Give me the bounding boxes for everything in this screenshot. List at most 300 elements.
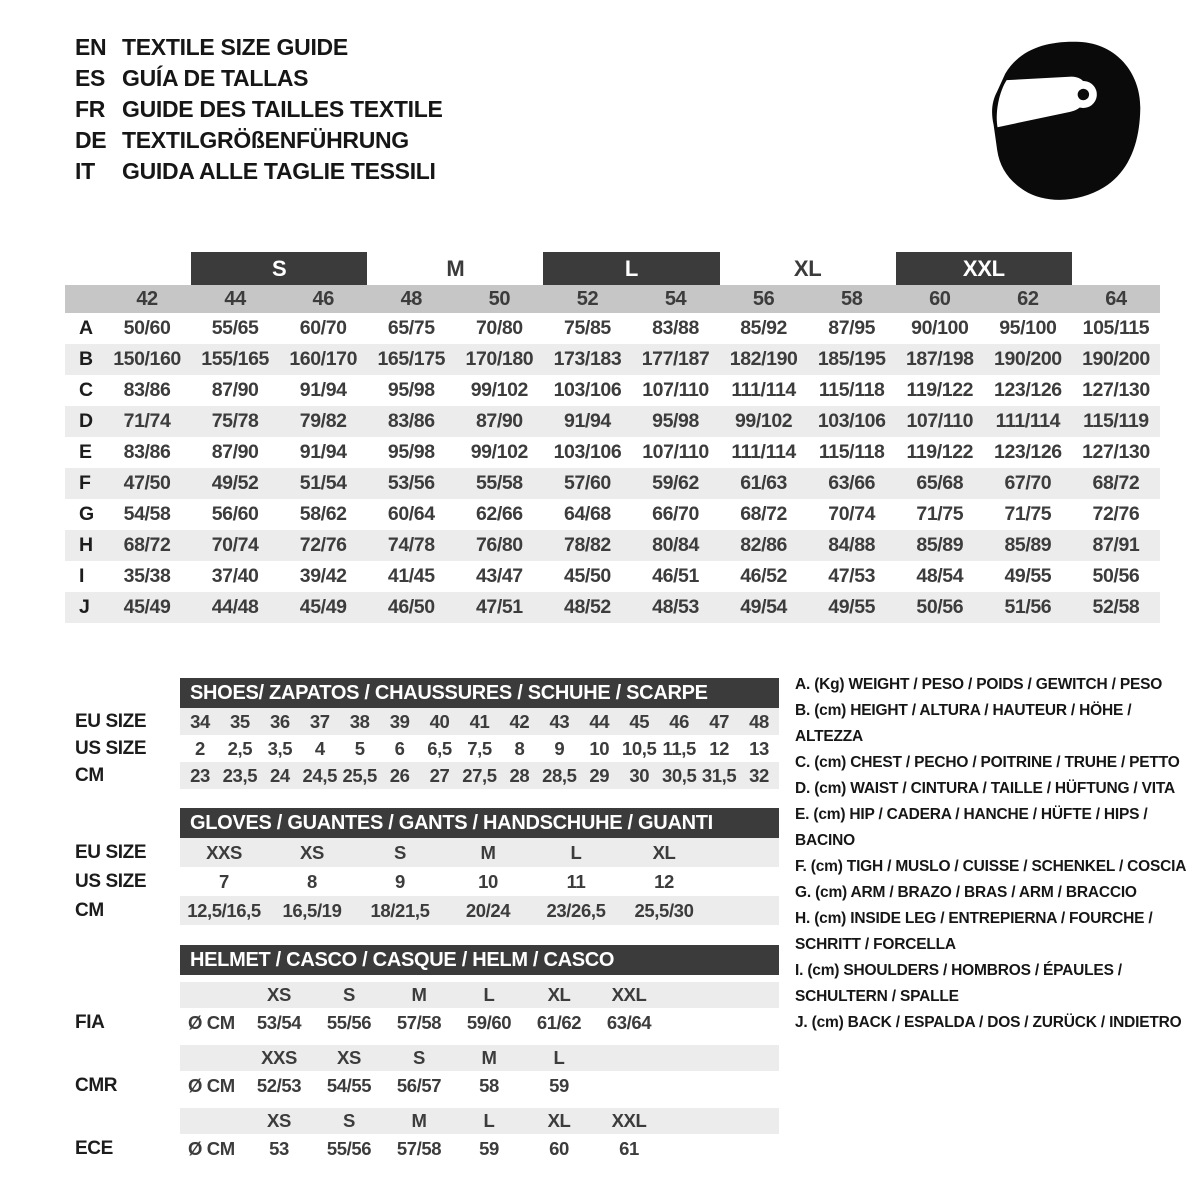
measurement-value: 187/198 — [905, 348, 974, 370]
legend-item: G. (cm) ARM / BRAZO / BRAS / ARM / BRACCIO — [795, 884, 1137, 901]
gloves-row-label: CM — [65, 896, 180, 925]
textile-size-table — [65, 252, 1160, 623]
measurement-value: 85/92 — [740, 317, 788, 339]
numeric-size-header-row — [65, 285, 1160, 313]
helmet-size-header-row — [65, 1045, 779, 1071]
measurement-value: 107/110 — [906, 410, 974, 432]
language-row — [75, 63, 443, 94]
helmet-size-label: XS — [314, 1045, 384, 1071]
measurement-value: 63/66 — [828, 472, 876, 494]
measurement-value: 87/90 — [211, 379, 259, 401]
legend-item: I. (cm) SHOULDERS / HOMBROS / ÉPAULES / SCHULTERN / SPALLE — [795, 962, 1122, 1005]
measurement-value: 99/102 — [734, 410, 793, 432]
measurement-value: 46/52 — [740, 565, 788, 587]
measurement-value: 170/180 — [465, 348, 534, 370]
measurement-value: 95/100 — [999, 317, 1057, 339]
measurement-value: 95/98 — [387, 441, 435, 463]
gloves-section-title: GLOVES / GUANTES / GANTS / HANDSCHUHE / GUANTI — [180, 808, 779, 838]
language-code: IT — [75, 158, 95, 184]
language-row — [75, 156, 443, 187]
measurement-value: 70/74 — [828, 503, 876, 525]
measurement-value: 50/56 — [916, 596, 964, 618]
helmet-size-label: L — [524, 1045, 594, 1071]
measurement-value: 48/54 — [916, 565, 964, 587]
measurement-value: 79/82 — [299, 410, 347, 432]
measurement-value: 41/45 — [387, 565, 435, 587]
measurement-value: 52/58 — [1092, 596, 1140, 618]
measurement-value: 35/38 — [123, 565, 171, 587]
measurement-value: 127/130 — [1082, 379, 1150, 401]
measurement-value: 46/51 — [652, 565, 699, 587]
numeric-size: 62 — [1017, 287, 1039, 310]
measurement-value: 115/118 — [818, 379, 885, 401]
measurement-value: 45/49 — [123, 596, 171, 618]
measurement-row — [65, 375, 1160, 406]
standard-label: ECE — [65, 1134, 180, 1164]
measurement-value: 123/126 — [994, 441, 1062, 463]
measurement-value: 83/86 — [387, 410, 435, 432]
shoes-value: 3,5 — [267, 737, 293, 759]
shoes-value: 42 — [499, 708, 539, 735]
measurement-value: 165/175 — [377, 348, 446, 370]
shoes-value: 24,5 — [300, 762, 340, 789]
shoes-value: 47 — [699, 708, 739, 735]
measurement-value: 62/66 — [475, 503, 523, 525]
helmet-size-label: S — [314, 982, 384, 1008]
measurement-value: 107/110 — [642, 379, 709, 401]
size-letter-header-row — [65, 252, 1160, 285]
diameter-unit-label: Ø CM — [188, 1138, 235, 1159]
size-group-xl: XL — [793, 255, 822, 281]
shoes-value: 10 — [589, 737, 610, 759]
measurement-value: 60/70 — [299, 317, 347, 339]
helmet-size-label: L — [454, 982, 524, 1008]
numeric-size: 54 — [664, 287, 687, 310]
language-title: GUÍA DE TALLAS — [122, 65, 309, 91]
measurement-value: 68/72 — [740, 503, 788, 525]
measurement-value: 85/89 — [916, 534, 964, 556]
shoes-value: 24 — [260, 762, 300, 789]
shoes-value: 32 — [739, 762, 779, 789]
measurement-value: 59/62 — [652, 472, 699, 494]
measurement-row-label: G — [79, 503, 94, 525]
shoes-value: 26 — [380, 762, 420, 789]
language-title: TEXTILE SIZE GUIDE — [122, 34, 348, 60]
measurement-row-label: E — [79, 441, 92, 463]
spacer-cell — [65, 982, 180, 1008]
size-row-label-spacer — [65, 285, 103, 313]
filler-cell — [664, 1071, 779, 1101]
measurement-value: 103/106 — [817, 410, 886, 432]
helmet-diameter-value — [594, 1071, 664, 1101]
helmet-size-label: XXL — [594, 1108, 664, 1134]
helmet-rows — [65, 982, 779, 1164]
measurement-value: 127/130 — [1082, 441, 1150, 463]
spacer-cell — [180, 1108, 244, 1134]
language-title: GUIDE DES TAILLES TEXTILE — [122, 96, 443, 122]
helmet-size-label: XL — [524, 1108, 594, 1134]
helmet-diameter-value: 55/56 — [326, 1012, 372, 1033]
measurement-value: 50/56 — [1092, 565, 1140, 587]
language-title: GUIDA ALLE TAGLIE TESSILI — [122, 158, 436, 184]
filler-cell — [664, 1008, 779, 1038]
size-group-s: S — [191, 252, 367, 285]
measurement-value: 64/68 — [564, 503, 611, 525]
measurement-row-label: I — [79, 565, 85, 587]
measurement-value: 84/88 — [828, 534, 876, 556]
helmet-size-header-row — [65, 1108, 779, 1134]
language-code: EN — [75, 34, 107, 60]
measurement-value: 45/50 — [564, 565, 611, 587]
shoes-value: 39 — [380, 708, 420, 735]
measurement-value: 39/42 — [299, 565, 347, 587]
helmet-icon — [980, 34, 1146, 206]
measurement-value: 71/75 — [1004, 503, 1052, 525]
shoes-row — [65, 708, 779, 735]
measurement-value: 48/53 — [652, 596, 699, 618]
spacer-cell — [180, 1045, 244, 1071]
filler-cell — [664, 1134, 779, 1164]
measurement-row — [65, 561, 1160, 592]
measurement-value: 95/98 — [652, 410, 699, 432]
gloves-value: 20/24 — [444, 896, 532, 925]
measurement-value: 43/47 — [475, 565, 523, 587]
measurement-value: 68/72 — [123, 534, 171, 556]
measurement-value: 72/76 — [299, 534, 347, 556]
shoes-value: 6 — [394, 737, 405, 759]
measurement-value: 190/200 — [994, 348, 1062, 370]
measurement-value: 47/53 — [828, 565, 876, 587]
helmet-diameter-value: 61 — [619, 1138, 639, 1159]
language-code: FR — [75, 96, 106, 122]
shoes-row-label: US SIZE — [65, 735, 180, 762]
gloves-size-section — [65, 808, 779, 925]
helmet-size-label: XS — [244, 982, 314, 1008]
helmet-diameter-value: 63/64 — [606, 1012, 652, 1033]
measurement-row — [65, 344, 1160, 375]
spacer-cell — [180, 982, 244, 1008]
numeric-size: 44 — [224, 287, 246, 310]
filler-cell — [708, 838, 779, 867]
gloves-value: 8 — [307, 870, 317, 892]
shoes-value: 43 — [539, 708, 579, 735]
measurement-row — [65, 313, 1160, 344]
shoes-value: 45 — [619, 708, 659, 735]
shoes-rows — [65, 708, 779, 789]
measurement-value: 78/82 — [564, 534, 611, 556]
shoes-value: 7,5 — [467, 737, 492, 759]
measurement-value: 87/90 — [211, 441, 259, 463]
gloves-value: 12,5/16,5 — [180, 896, 268, 925]
shoes-value: 13 — [749, 737, 769, 759]
shoes-section-title: SHOES/ ZAPATOS / CHAUSSURES / SCHUHE / SCARPE — [180, 678, 779, 708]
helmet-size-label: M — [384, 1108, 454, 1134]
gloves-value: XS — [268, 838, 356, 867]
measurement-value: 58/62 — [299, 503, 347, 525]
measurement-row — [65, 530, 1160, 561]
measurement-value: 67/70 — [1004, 472, 1052, 494]
gloves-row — [65, 867, 779, 896]
legend-item: B. (cm) HEIGHT / ALTURA / HAUTEUR / HÖHE / ALTEZZA — [795, 702, 1132, 745]
measurement-value: 51/56 — [1004, 596, 1052, 618]
measurement-value: 123/126 — [994, 379, 1062, 401]
shoes-value: 25,5 — [340, 762, 380, 789]
shoes-row — [65, 735, 779, 762]
language-code: ES — [75, 65, 106, 91]
standard-label: FIA — [65, 1008, 180, 1038]
measurement-value: 119/122 — [906, 441, 974, 463]
measurement-row — [65, 437, 1160, 468]
measurement-value: 87/95 — [828, 317, 876, 339]
legend-item: E. (cm) HIP / CADERA / HANCHE / HÜFTE / HIPS / BACINO — [795, 806, 1148, 849]
shoes-value: 9 — [554, 737, 565, 759]
measurement-value: 65/68 — [916, 472, 964, 494]
measurement-value: 185/195 — [817, 348, 886, 370]
measurement-value: 99/102 — [470, 379, 528, 401]
shoes-value: 8 — [514, 737, 525, 759]
measurement-value: 155/165 — [201, 348, 269, 370]
measurement-row-label: F — [79, 472, 91, 494]
numeric-size: 56 — [752, 287, 775, 310]
shoes-value: 12 — [709, 737, 729, 759]
helmet-diameter-value: 54/55 — [326, 1075, 372, 1096]
measurement-row-label: D — [79, 410, 93, 432]
size-group-m: M — [446, 255, 465, 281]
language-code: DE — [75, 127, 107, 153]
shoes-value: 31,5 — [699, 762, 739, 789]
numeric-size: 50 — [488, 287, 511, 310]
measurement-row-label: C — [79, 379, 93, 401]
measurement-value: 48/52 — [564, 596, 611, 618]
helmet-size-label: XXS — [244, 1045, 314, 1071]
measurement-value: 103/106 — [553, 441, 622, 463]
measurement-value: 95/98 — [387, 379, 435, 401]
filler-cell — [664, 982, 779, 1008]
shoes-value: 35 — [220, 708, 260, 735]
legend-item: C. (cm) CHEST / PECHO / POITRINE / TRUHE / PETTO — [795, 754, 1180, 771]
helmet-size-header-row — [65, 982, 779, 1008]
measurement-row-label: B — [79, 348, 93, 370]
gloves-row-label: US SIZE — [65, 867, 180, 896]
helmet-diameter-value: 57/58 — [396, 1012, 442, 1033]
measurement-value: 99/102 — [470, 441, 528, 463]
helmet-size-label: S — [384, 1045, 454, 1071]
measurement-row — [65, 499, 1160, 530]
shoes-value: 41 — [460, 708, 500, 735]
numeric-size: 42 — [136, 287, 158, 310]
helmet-value-row — [65, 1008, 779, 1038]
shoes-value: 30,5 — [659, 762, 699, 789]
full-face-helmet-icon — [980, 34, 1146, 206]
measurement-value: 47/50 — [123, 472, 171, 494]
filler-cell — [664, 1108, 779, 1134]
gloves-value: 7 — [219, 870, 229, 892]
language-row — [75, 94, 443, 125]
shoes-row-label: CM — [65, 762, 180, 789]
shoes-row-label: EU SIZE — [65, 708, 180, 735]
shoes-value: 38 — [340, 708, 380, 735]
measurement-value: 91/94 — [564, 410, 611, 432]
gloves-row — [65, 838, 779, 867]
gloves-value: 23/26,5 — [532, 896, 620, 925]
numeric-size: 48 — [400, 287, 423, 310]
helmet-diameter-value: 53/54 — [256, 1012, 302, 1033]
helmet-diameter-value: 53 — [269, 1138, 289, 1159]
shoes-value: 23,5 — [220, 762, 260, 789]
measurement-value: 55/58 — [475, 472, 523, 494]
measurement-value: 37/40 — [211, 565, 259, 587]
measurement-value: 49/54 — [740, 596, 788, 618]
gloves-value: 10 — [478, 870, 498, 892]
gloves-value: 9 — [395, 870, 405, 892]
shoes-value: 11,5 — [662, 737, 696, 759]
measurement-value: 115/119 — [1083, 410, 1149, 432]
measurement-value: 56/60 — [211, 503, 259, 525]
shoes-value: 27 — [420, 762, 460, 789]
shoes-value: 10,5 — [622, 737, 657, 759]
gloves-value: 16,5/19 — [268, 896, 356, 925]
measurement-row-label: J — [79, 596, 90, 618]
helmet-size-section — [65, 945, 779, 1164]
diameter-unit-label: Ø CM — [188, 1075, 235, 1096]
measurement-value: 75/78 — [211, 410, 259, 432]
size-group-xxl: XXL — [896, 252, 1072, 285]
measurement-value: 74/78 — [387, 534, 435, 556]
helmet-diameter-value: 61/62 — [536, 1012, 582, 1033]
gloves-rows — [65, 838, 779, 925]
gloves-value: 18/21,5 — [356, 896, 444, 925]
measurement-value: 160/170 — [289, 348, 358, 370]
measurement-row-label: H — [79, 534, 93, 556]
shoes-value: 36 — [260, 708, 300, 735]
measurement-value: 83/86 — [123, 379, 171, 401]
language-row — [75, 125, 443, 156]
measurement-value: 53/56 — [387, 472, 435, 494]
filler-cell — [708, 867, 779, 896]
shoes-value: 29 — [579, 762, 619, 789]
legend-item: A. (Kg) WEIGHT / PESO / POIDS / GEWITCH / PESO — [795, 676, 1163, 693]
measurement-row — [65, 406, 1160, 437]
measurement-value: 83/86 — [123, 441, 171, 463]
measurement-value: 190/200 — [1082, 348, 1150, 370]
measurement-value: 83/88 — [652, 317, 699, 339]
measurement-value: 65/75 — [387, 317, 435, 339]
shoes-value: 2 — [195, 737, 205, 759]
legend-item: H. (cm) INSIDE LEG / ENTREPIERNA / FOURCHE / SCHRITT / FORCELLA — [795, 910, 1153, 953]
measurement-value: 49/55 — [828, 596, 876, 618]
measurement-value: 49/55 — [1004, 565, 1052, 587]
shoes-value: 40 — [420, 708, 460, 735]
language-title-list — [75, 32, 443, 187]
filler-cell — [664, 1045, 779, 1071]
filler-cell — [708, 896, 779, 925]
measurement-value: 85/89 — [1004, 534, 1052, 556]
language-row — [75, 32, 443, 63]
helmet-size-label: M — [384, 982, 454, 1008]
measurement-value: 87/90 — [475, 410, 523, 432]
measurement-row — [65, 468, 1160, 499]
helmet-diameter-value: 56/57 — [396, 1075, 442, 1096]
legend-item: D. (cm) WAIST / CINTURA / TAILLE / HÜFTUNG / VITA — [795, 780, 1175, 797]
measurement-value: 107/110 — [642, 441, 709, 463]
measurement-value: 91/94 — [299, 441, 347, 463]
legend-item: F. (cm) TIGH / MUSLO / CUISSE / SCHENKEL / COSCIA — [795, 858, 1187, 875]
shoes-row — [65, 762, 779, 789]
measurement-value: 72/76 — [1092, 503, 1140, 525]
shoes-value: 28 — [499, 762, 539, 789]
measurement-value: 70/74 — [211, 534, 259, 556]
measurement-value: 75/85 — [564, 317, 611, 339]
gloves-value: S — [356, 838, 444, 867]
shoes-value: 28,5 — [539, 762, 579, 789]
shoes-value: 44 — [579, 708, 619, 735]
measurement-value: 182/190 — [729, 348, 798, 370]
measurement-value: 105/115 — [1082, 317, 1150, 339]
measurement-value: 47/51 — [475, 596, 523, 618]
gloves-value: M — [444, 838, 532, 867]
numeric-size: 64 — [1105, 287, 1127, 310]
measurement-value: 111/114 — [731, 379, 796, 401]
measurement-value: 46/50 — [387, 596, 435, 618]
measurement-value: 103/106 — [553, 379, 622, 401]
measurement-value: 55/65 — [211, 317, 259, 339]
measurement-legend — [795, 672, 1187, 1036]
helmet-diameter-value: 52/53 — [256, 1075, 302, 1096]
gloves-row — [65, 896, 779, 925]
gloves-value: 25,5/30 — [620, 896, 708, 925]
measurement-row — [65, 592, 1160, 623]
language-title: TEXTILGRÖßENFÜHRUNG — [122, 127, 409, 153]
helmet-size-label: S — [314, 1108, 384, 1134]
measurement-value: 45/49 — [299, 596, 347, 618]
legend-item: J. (cm) BACK / ESPALDA / DOS / ZURÜCK / INDIETRO — [795, 1014, 1182, 1031]
measurement-value: 50/60 — [123, 317, 171, 339]
measurement-value: 90/100 — [911, 317, 969, 339]
measurement-value: 71/74 — [123, 410, 171, 432]
helmet-diameter-value: 58 — [479, 1075, 499, 1096]
helmet-size-label — [594, 1045, 664, 1071]
numeric-size: 52 — [576, 287, 599, 310]
measurement-value: 57/60 — [564, 472, 611, 494]
measurement-value: 80/84 — [652, 534, 699, 556]
measurement-value: 150/160 — [113, 348, 181, 370]
shoes-value: 2,5 — [227, 737, 253, 759]
helmet-diameter-value: 59 — [479, 1138, 499, 1159]
shoes-value: 23 — [180, 762, 220, 789]
helmet-value-row — [65, 1134, 779, 1164]
helmet-value-row — [65, 1071, 779, 1101]
shoes-value: 48 — [739, 708, 779, 735]
measurement-value: 66/70 — [652, 503, 699, 525]
spacer-cell — [65, 1108, 180, 1134]
gloves-value: XL — [620, 838, 708, 867]
shoes-value: 37 — [300, 708, 340, 735]
measurement-value: 61/63 — [740, 472, 788, 494]
helmet-size-label: XS — [244, 1108, 314, 1134]
measurement-value: 111/114 — [995, 410, 1061, 432]
numeric-size: 60 — [929, 287, 951, 310]
measurement-value: 177/187 — [641, 348, 710, 370]
helmet-diameter-value: 60 — [549, 1138, 569, 1159]
size-group-l: L — [543, 252, 719, 285]
shoes-value: 5 — [354, 737, 365, 759]
gloves-row-label: EU SIZE — [65, 838, 180, 867]
numeric-size: 46 — [312, 287, 334, 310]
helmet-size-label: L — [454, 1108, 524, 1134]
helmet-size-label: XXL — [594, 982, 664, 1008]
diameter-unit-label: Ø CM — [188, 1012, 235, 1033]
measurement-row-label: A — [79, 317, 93, 339]
